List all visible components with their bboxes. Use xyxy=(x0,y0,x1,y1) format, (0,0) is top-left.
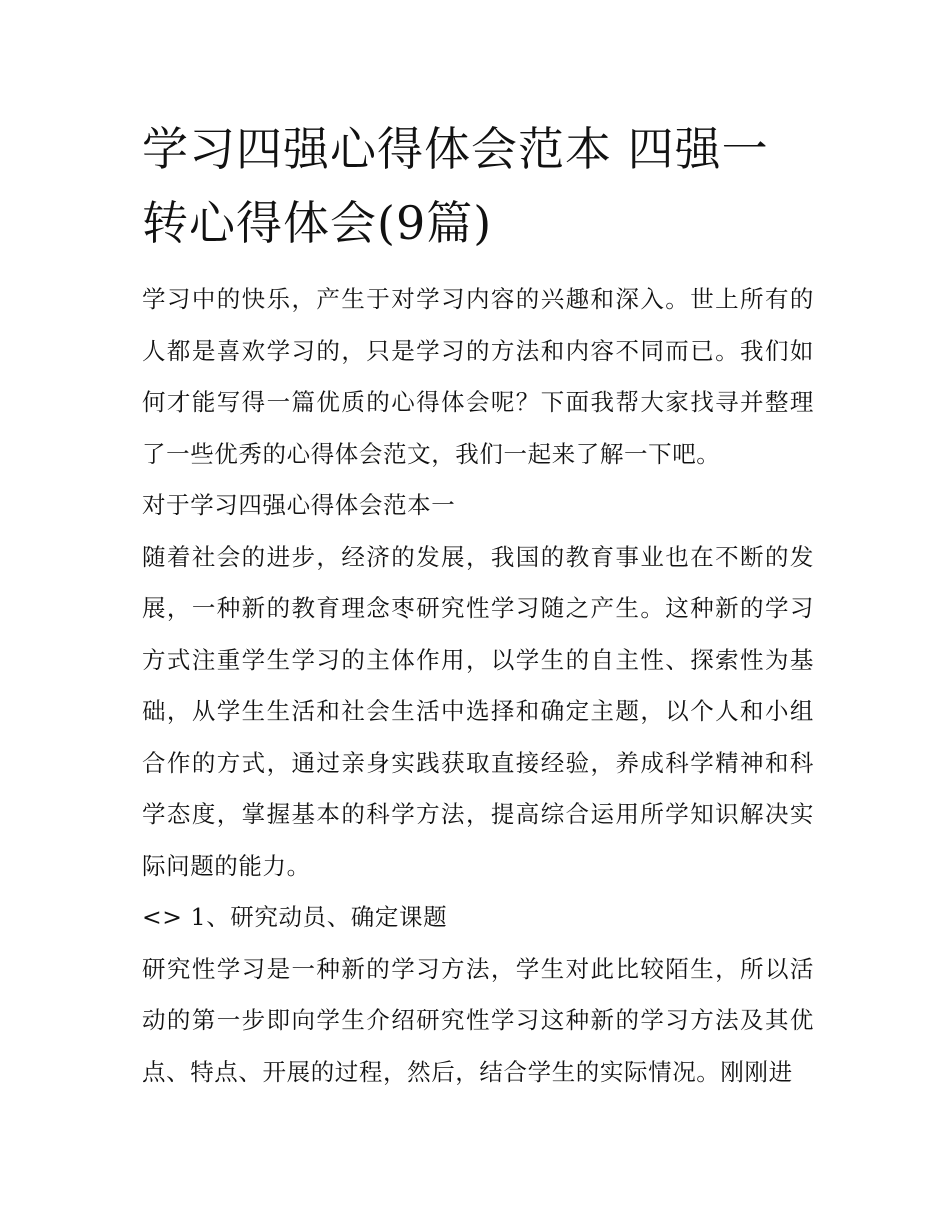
document-title: 学习四强心得体会范本 四强一转心得体会(9篇) xyxy=(142,122,769,250)
document-body xyxy=(142,274,814,1098)
step-paragraph: 研究性学习是一种新的学习方法，学生对此比较陌生，所以活动的第一步即向学生介绍研究性学习这种新的学习方法及其优点、特点、开展的过程，然后，结合学生的实际情况。刚刚进 xyxy=(142,954,814,1086)
document-page xyxy=(142,112,814,1098)
step-heading: <> 1、研究动员、确定课题 xyxy=(142,903,448,931)
intro-paragraph: 学习中的快乐，产生于对学习内容的兴趣和深入。世上所有的人都是喜欢学习的，只是学习的方法和内容不同而已。我们如何才能写得一篇优质的心得体会呢？下面我帮大家找寻并整理了一些优秀的心得体会范文，我们一起来了解一下吧。 xyxy=(142,285,814,468)
section-heading: 对于学习四强心得体会范本一 xyxy=(142,491,456,519)
section-paragraph: 随着社会的进步，经济的发展，我国的教育事业也在不断的发展，一种新的教育理念枣研究性学习随之产生。这种新的学习方式注重学生学习的主体作用，以学生的自主性、探索性为基础，从学生生活和社会生活中选择和确定主题，以个人和小组合作的方式，通过亲身实践获取直接经验，养成科学精神和科学态度，掌握基本的科学方法，提高综合运用所学知识解决实际问题的能力。 xyxy=(142,542,814,880)
